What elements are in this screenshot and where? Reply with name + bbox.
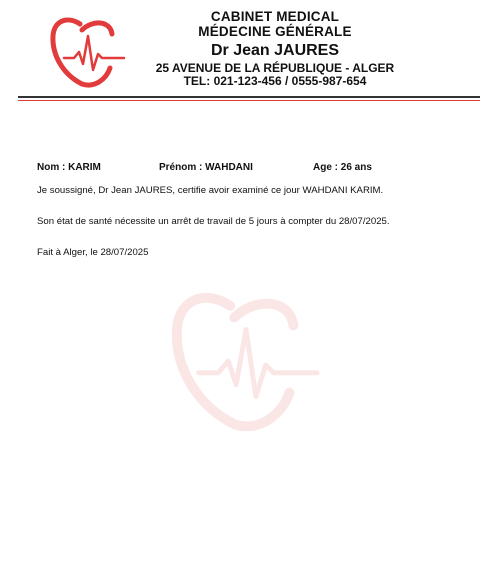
clinic-phone: TEL: 021-123-456 / 0555-987-654: [183, 74, 367, 88]
heart-ecg-watermark-icon: [166, 286, 326, 436]
place-date: Fait à Alger, le 28/07/2025: [37, 247, 149, 258]
patient-first-name: Prénom : WAHDANI: [159, 162, 253, 173]
patient-age: Age : 26 ans: [313, 162, 372, 173]
patient-last-name: Nom : KARIM: [37, 162, 101, 173]
heart-ecg-logo-icon: [48, 14, 128, 90]
patient-info: [37, 162, 457, 176]
clinic-header: [140, 9, 410, 88]
header-divider-dark: [18, 96, 480, 98]
clinic-specialty: MÉDECINE GÉNÉRALE: [198, 24, 352, 39]
clinic-address: 25 AVENUE DE LA RÉPUBLIQUE - ALGER: [155, 61, 395, 75]
clinic-name: CABINET MEDICAL: [210, 9, 340, 24]
doctor-name: Dr Jean JAURES: [210, 42, 340, 59]
header-divider-red: [18, 100, 480, 101]
sick-leave-statement: Son état de santé nécessite un arrêt de travail de 5 jours à compter du 28/07/2025.: [37, 216, 390, 227]
certificate-statement: Je soussigné, Dr Jean JAURES, certifie avoir examiné ce jour WAHDANI KARIM.: [37, 185, 384, 196]
